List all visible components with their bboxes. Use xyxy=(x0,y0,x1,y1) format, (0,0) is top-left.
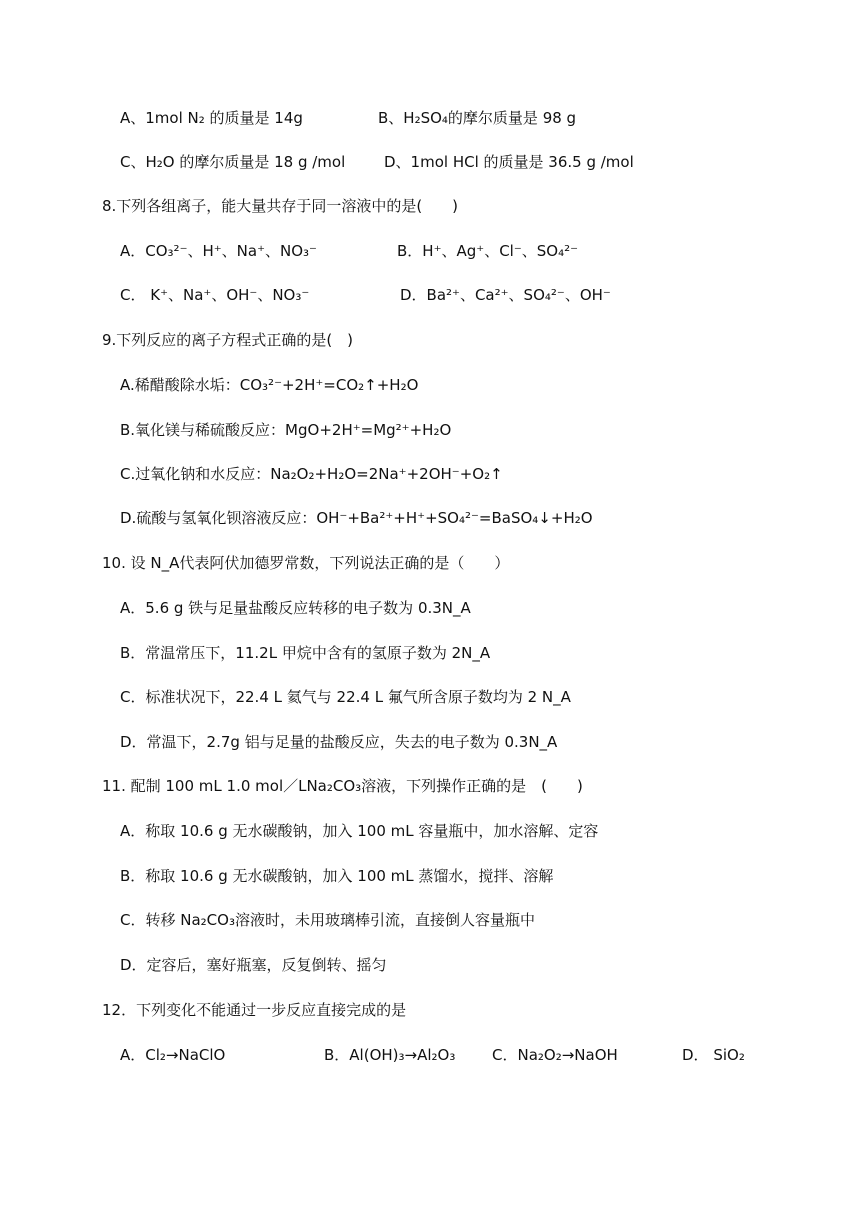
q10-option-c: C．标准状况下，22.4 L 氦气与 22.4 L 氟气所含原子数均为 2 N_A xyxy=(120,688,571,706)
q8-option-a: A．CO₃²⁻、H⁺、Na⁺、NO₃⁻ xyxy=(120,242,317,260)
q12-option-a: A．Cl₂→NaClO xyxy=(120,1046,226,1064)
q8-option-b: B．H⁺、Ag⁺、Cl⁻、SO₄²⁻ xyxy=(397,242,579,260)
q8-option-c: C． K⁺、Na⁺、OH⁻、NO₃⁻ xyxy=(120,286,310,304)
q11-stem: 11. 配制 100 mL 1.0 mol／LNa₂CO₃溶液，下列操作正确的是 ( ) xyxy=(102,777,583,795)
q12-stem: 12．下列变化不能通过一步反应直接完成的是 xyxy=(102,1001,407,1019)
q11-option-c: C．转移 Na₂CO₃溶液时，未用玻璃棒引流，直接倒人容量瓶中 xyxy=(120,911,535,929)
q9-option-d: D.硫酸与氢氧化钡溶液反应：OH⁻+Ba²⁺+H⁺+SO₄²⁻=BaSO₄↓+H₂O xyxy=(120,509,593,527)
q7-option-c: C、H₂O 的摩尔质量是 18 g /mol xyxy=(120,153,346,171)
q11-option-b: B．称取 10.6 g 无水碳酸钠，加入 100 mL 蒸馏水，搅拌、溶解 xyxy=(120,867,554,885)
q7-option-a: A、1mol N₂ 的质量是 14g xyxy=(120,109,303,127)
q7-option-d: D、1mol HCl 的质量是 36.5 g /mol xyxy=(384,153,634,171)
q9-option-a: A.稀醋酸除水垢：CO₃²⁻+2H⁺=CO₂↑+H₂O xyxy=(120,376,419,394)
q10-stem: 10. 设 N_A代表阿伏加德罗常数，下列说法正确的是（ ） xyxy=(102,554,510,572)
q12-option-c: C．Na₂O₂→NaOH xyxy=(492,1046,618,1064)
q11-option-d: D．定容后，塞好瓶塞，反复倒转、摇匀 xyxy=(120,956,387,974)
q7-option-b: B、H₂SO₄的摩尔质量是 98 g xyxy=(378,109,577,127)
q8-stem: 8.下列各组离子，能大量共存于同一溶液中的是( ) xyxy=(102,197,459,215)
q12-option-b: B．Al(OH)₃→Al₂O₃ xyxy=(324,1046,456,1064)
q9-stem: 9.下列反应的离子方程式正确的是( ) xyxy=(102,331,354,349)
q11-option-a: A．称取 10.6 g 无水碳酸钠，加入 100 mL 容量瓶中，加水溶解、定容 xyxy=(120,822,599,840)
q10-option-a: A．5.6 g 铁与足量盐酸反应转移的电子数为 0.3N_A xyxy=(120,599,471,617)
q12-option-d: D． SiO₂ xyxy=(682,1046,745,1064)
q9-option-c: C.过氧化钠和水反应：Na₂O₂+H₂O=2Na⁺+2OH⁻+O₂↑ xyxy=(120,465,503,483)
q9-option-b: B.氧化镁与稀硫酸反应：MgO+2H⁺=Mg²⁺+H₂O xyxy=(120,421,452,439)
q10-option-b: B．常温常压下，11.2L 甲烷中含有的氢原子数为 2N_A xyxy=(120,644,491,662)
q8-option-d: D．Ba²⁺、Ca²⁺、SO₄²⁻、OH⁻ xyxy=(400,286,611,304)
q10-option-d: D．常温下，2.7g 铝与足量的盐酸反应，失去的电子数为 0.3N_A xyxy=(120,733,558,751)
